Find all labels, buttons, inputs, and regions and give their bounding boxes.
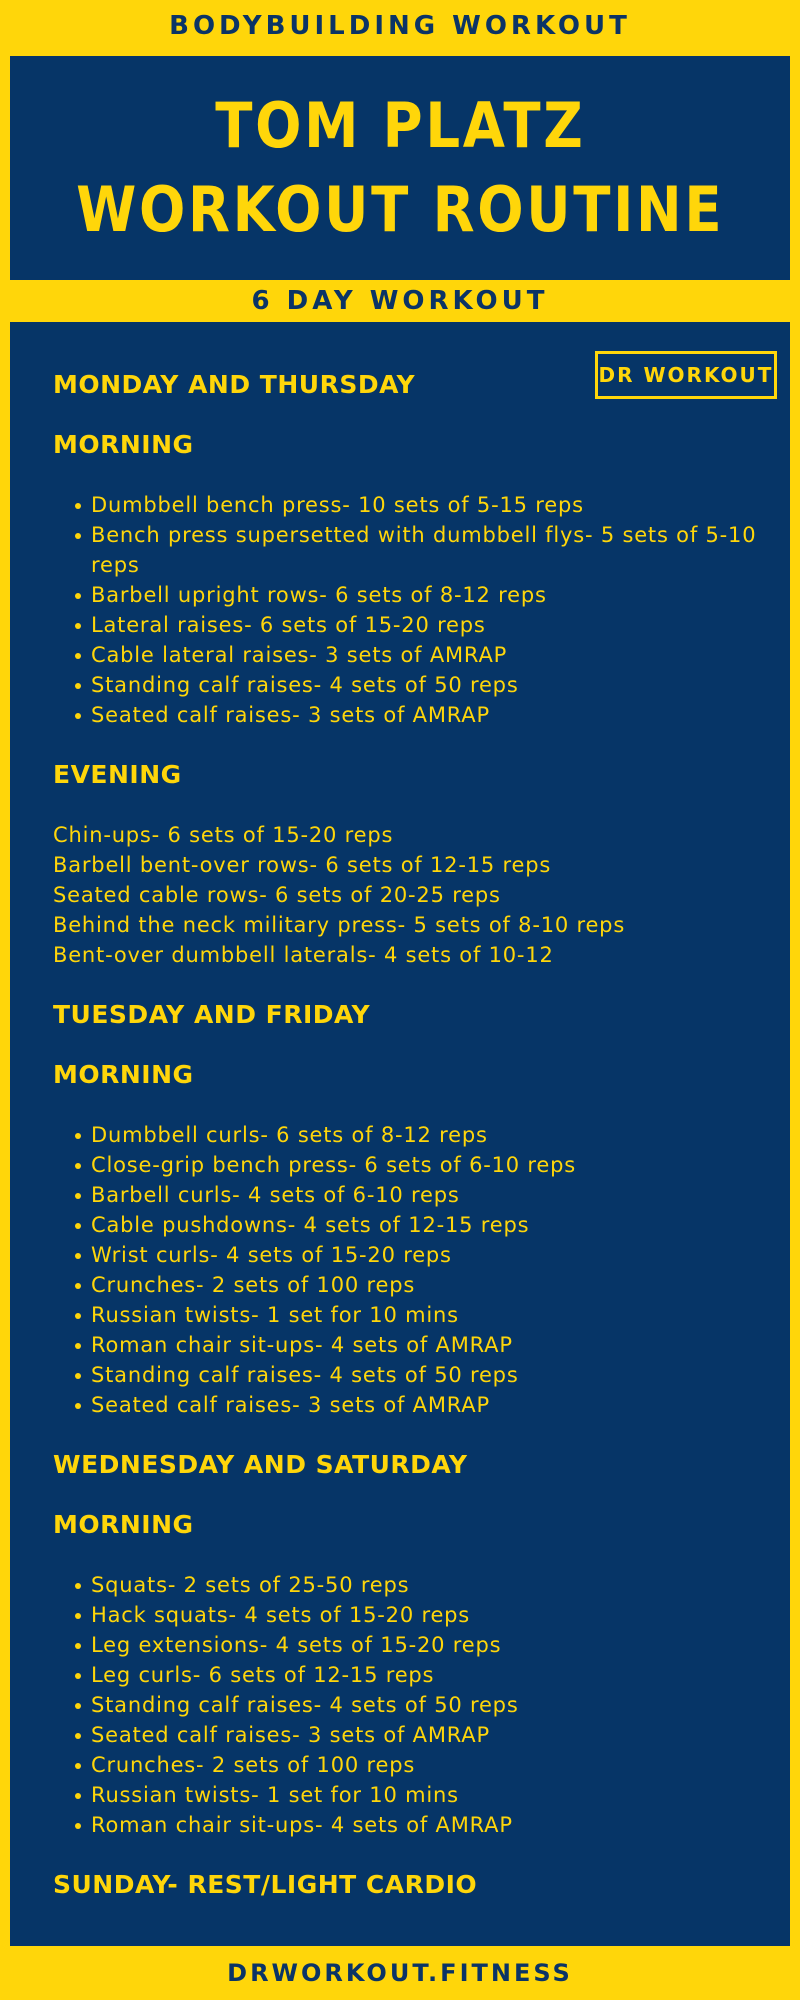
list-item: Close-grip bench press- 6 sets of 6-10 reps bbox=[53, 1150, 763, 1180]
title-banner bbox=[10, 56, 790, 280]
list-item: Barbell upright rows- 6 sets of 8-12 reps bbox=[53, 580, 763, 610]
list-item: Roman chair sit-ups- 4 sets of AMRAP bbox=[53, 1330, 763, 1360]
list-item: Squats- 2 sets of 25-50 reps bbox=[53, 1570, 763, 1600]
day-heading-wed-sat: WEDNESDAY AND SATURDAY bbox=[53, 1450, 468, 1479]
list-item: Seated calf raises- 3 sets of AMRAP bbox=[53, 1390, 763, 1420]
list-item: Barbell bent-over rows- 6 sets of 12-15 reps bbox=[53, 853, 552, 877]
exercise-list-tue-fri-morning bbox=[53, 1120, 763, 1420]
period-heading-evening: EVENING bbox=[53, 760, 182, 789]
day-heading-tue-fri: TUESDAY AND FRIDAY bbox=[53, 1000, 371, 1029]
list-item: Hack squats- 4 sets of 15-20 reps bbox=[53, 1600, 763, 1630]
list-item: Russian twists- 1 set for 10 mins bbox=[53, 1780, 763, 1810]
list-item: Lateral raises- 6 sets of 15-20 reps bbox=[53, 610, 763, 640]
list-item: Bent-over dumbbell laterals- 4 sets of 10-12 bbox=[53, 943, 554, 967]
list-item: Barbell curls- 4 sets of 6-10 reps bbox=[53, 1180, 763, 1210]
title-line-2: WORKOUT ROUTINE bbox=[75, 173, 725, 246]
routine-panel bbox=[10, 322, 790, 1946]
list-item: Seated calf raises- 3 sets of AMRAP bbox=[53, 700, 763, 730]
list-item: Behind the neck military press- 5 sets of 8-10 reps bbox=[53, 913, 626, 937]
list-item: Seated cable rows- 6 sets of 20-25 reps bbox=[53, 883, 501, 907]
period-heading-morning: MORNING bbox=[53, 1510, 194, 1539]
list-item: Seated calf raises- 3 sets of AMRAP bbox=[53, 1720, 763, 1750]
day-heading-mon-thu: MONDAY AND THURSDAY bbox=[53, 370, 416, 399]
list-item: Leg curls- 6 sets of 12-15 reps bbox=[53, 1660, 763, 1690]
list-item: Standing calf raises- 4 sets of 50 reps bbox=[53, 1360, 763, 1390]
list-item: Wrist curls- 4 sets of 15-20 reps bbox=[53, 1240, 763, 1270]
list-item: Leg extensions- 4 sets of 15-20 reps bbox=[53, 1630, 763, 1660]
period-heading-morning: MORNING bbox=[53, 430, 194, 459]
list-item: Cable pushdowns- 4 sets of 12-15 reps bbox=[53, 1210, 763, 1240]
day-heading-sunday: SUNDAY- REST/LIGHT CARDIO bbox=[53, 1870, 478, 1899]
list-item: Standing calf raises- 4 sets of 50 reps bbox=[53, 670, 763, 700]
list-item: Russian twists- 1 set for 10 mins bbox=[53, 1300, 763, 1330]
program-length-label: 6 DAY WORKOUT bbox=[251, 286, 549, 316]
period-heading-morning: MORNING bbox=[53, 1060, 194, 1089]
list-item: Dumbbell curls- 6 sets of 8-12 reps bbox=[53, 1120, 763, 1150]
title-line-1: TOM PLATZ bbox=[214, 89, 586, 162]
routine-content bbox=[53, 370, 763, 1930]
exercise-list-mon-thu-evening bbox=[53, 820, 763, 970]
list-item: Cable lateral raises- 3 sets of AMRAP bbox=[53, 640, 763, 670]
list-item: Crunches- 2 sets of 100 reps bbox=[53, 1270, 763, 1300]
list-item: Dumbbell bench press- 10 sets of 5-15 reps bbox=[53, 490, 763, 520]
list-item: Chin-ups- 6 sets of 15-20 reps bbox=[53, 823, 394, 847]
brand-badge: DR WORKOUT bbox=[595, 351, 777, 399]
list-item: Bench press supersetted with dumbbell flys- 5 sets of 5-10 reps bbox=[53, 520, 763, 580]
list-item: Crunches- 2 sets of 100 reps bbox=[53, 1750, 763, 1780]
category-label: BODYBUILDING WORKOUT bbox=[169, 11, 631, 41]
list-item: Standing calf raises- 4 sets of 50 reps bbox=[53, 1690, 763, 1720]
exercise-list-mon-thu-morning bbox=[53, 490, 763, 730]
exercise-list-wed-sat-morning bbox=[53, 1570, 763, 1840]
list-item: Roman chair sit-ups- 4 sets of AMRAP bbox=[53, 1810, 763, 1840]
footer-site-link[interactable]: DRWORKOUT.FITNESS bbox=[227, 1959, 573, 1987]
